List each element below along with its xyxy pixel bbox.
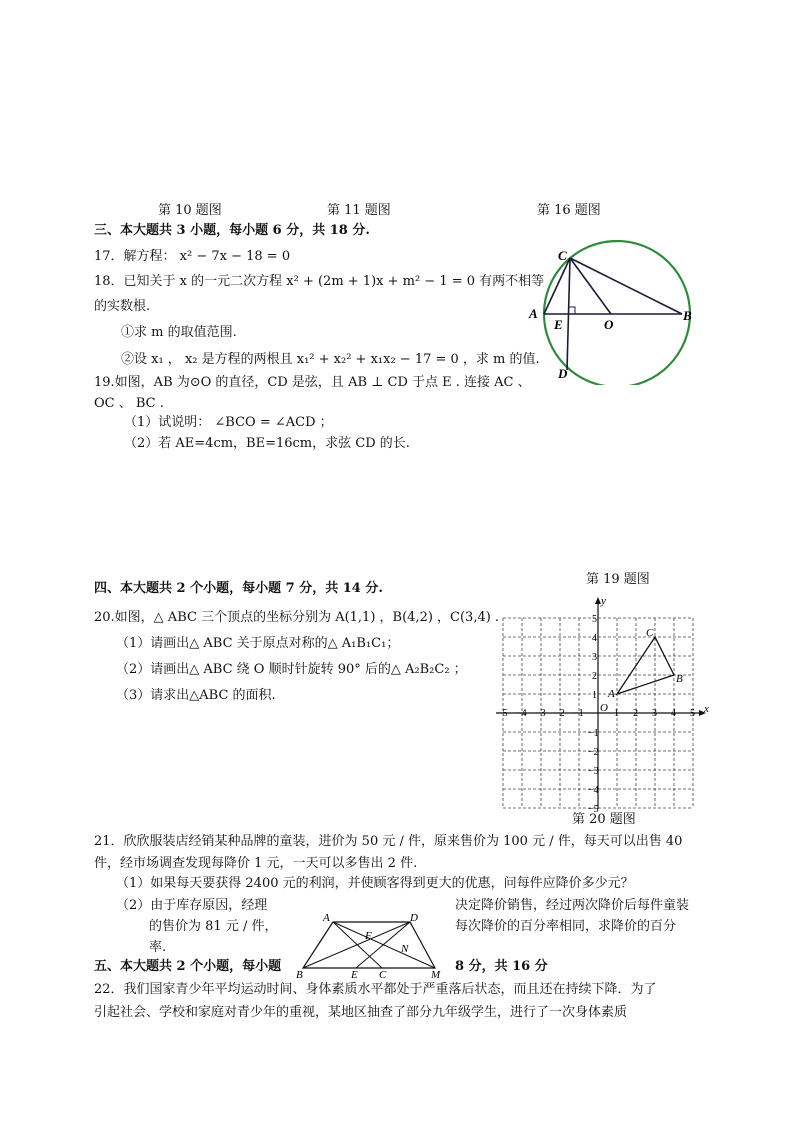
q18-line2: 的实数根. — [94, 299, 151, 314]
q18-line1: 18．已知关于 x 的一元二次方程 x² + (2m + 1)x + m² − 1 = 0 有两不相等 — [94, 274, 545, 289]
coordinate-grid-figure — [492, 593, 714, 815]
point-label-c: C — [646, 627, 654, 639]
q18-part2: ②设 x₁ ， x₂ 是方程的两根且 x₁² + x₂² + x₁x₂ − 17 = 0 ，求 m 的值. — [121, 352, 540, 367]
y-tick-label: −3 — [588, 766, 599, 777]
point-label-a: A — [608, 688, 615, 700]
circle-figure — [525, 240, 710, 385]
x-tick-label: 4 — [671, 708, 676, 719]
section3-heading: 三、本大题共 3 小题，每小题 6 分，共 18 分. — [94, 223, 370, 238]
label-d: D — [558, 366, 568, 381]
q22-line1: 22．我们国家青少年平均运动时间、身体素质水平都处于严重落后状态，而且还在持续下降．为了 — [94, 982, 657, 997]
y-tick-label: −2 — [588, 747, 599, 758]
label-b: B — [296, 969, 303, 980]
y-tick-label: −5 — [588, 804, 599, 815]
x-axis-label: x — [704, 703, 709, 715]
label-c: C — [379, 969, 387, 980]
q21-part2-b: 决定降价销售，经过两次降价后每件童装 — [455, 898, 690, 913]
segment-oc — [570, 258, 611, 314]
x-tick-label: 3 — [652, 708, 657, 719]
q21-line1: 21．欣欣服装店经销某种品牌的童装，进价为 50 元 / 件，原来售价为 100 元 / 件，每天可以出售 40 — [94, 834, 683, 849]
segment-bc — [570, 258, 682, 314]
q21-part2-d: 每次降价的百分率相同，求降价的百分 — [455, 919, 677, 934]
q19-part1: （1）试说明： ∠BCO = ∠ACD ； — [124, 415, 333, 430]
q21-part2-c: 的售价为 81 元 / 件， — [149, 919, 278, 934]
x-tick-label: −2 — [554, 708, 565, 719]
label-a: A — [323, 912, 330, 924]
q21-part2-e: 率. — [149, 940, 167, 955]
q21-line2: 件，经市场调查发现每降价 1 元，一天可以多售出 2 件. — [94, 856, 418, 871]
x-tick-label: 2 — [633, 708, 638, 719]
x-tick-label: −4 — [516, 708, 527, 719]
tick-labels — [497, 614, 695, 815]
q21-part1: （1）如果每天要获得 2400 元的利润，并使顾客得到更大的优惠，问每件应降价多少元？ — [116, 876, 634, 891]
section5-heading-a: 五、本大题共 2 个小题，每小题 — [94, 959, 282, 974]
x-tick-label: 1 — [614, 708, 619, 719]
q20-part1: （1）请画出△ ABC 关于原点对称的△ A₁B₁C₁； — [116, 636, 400, 651]
label-a: A — [529, 306, 538, 321]
section5-heading-b: 8 分，共 16 分 — [455, 959, 548, 974]
point-label-b: B — [676, 673, 683, 685]
label-e: E — [351, 969, 358, 980]
caption-fig10: 第 10 题图 — [158, 203, 222, 218]
q20: 20.如图，△ ABC 三个顶点的坐标分别为 A(1,1) ，B(4,2) ，C(3,4) . — [94, 610, 500, 625]
label-o: O — [604, 317, 614, 332]
right-angle-mark — [569, 307, 575, 314]
x-tick-label: 5 — [690, 708, 695, 719]
triangle-abc-outline — [617, 637, 674, 694]
label-n: N — [401, 943, 409, 955]
y-tick-label: 2 — [592, 671, 597, 682]
parallelogram-abmd — [303, 922, 435, 968]
segment-ac — [544, 258, 570, 314]
caption-fig20: 第 20 题图 — [572, 812, 636, 827]
q20-part3: （3）请求出△ABC 的面积. — [116, 688, 276, 703]
q18-part1: ①求 m 的取值范围. — [121, 325, 237, 340]
q21-part2-a: （2）由于库存原因，经理 — [116, 898, 268, 913]
q19-part2: （2）若 AE=4cm，BE=16cm，求弦 CD 的长. — [124, 436, 410, 451]
caption-fig16: 第 16 题图 — [537, 203, 601, 218]
y-tick-label: 4 — [592, 633, 597, 644]
label-f: F — [365, 930, 372, 942]
q22-line2: 引起社会、学校和家庭对青少年的重视，某地区抽查了部分九年级学生，进行了一次身体素质 — [94, 1005, 628, 1020]
y-tick-label: −4 — [588, 785, 599, 796]
q17: 17．解方程： x² − 7x − 18 = 0 — [94, 249, 291, 264]
q19-line1: 19.如图，AB 为⊙O 的直径，CD 是弦，且 AB ⊥ CD 于点 E . 连接 AC 、 — [94, 375, 531, 390]
y-axis-label: y — [601, 595, 606, 607]
parallelogram-figure — [293, 910, 448, 980]
label-m: M — [431, 969, 441, 980]
label-e: E — [554, 317, 563, 332]
segment-ac — [333, 922, 382, 968]
y-tick-label: −1 — [588, 728, 599, 739]
label-b: B — [683, 308, 692, 323]
section4-heading: 四、本大题共 2 个小题，每小题 7 分，共 14 分. — [94, 581, 383, 596]
x-tick-label: −1 — [573, 708, 584, 719]
label-c: C — [558, 248, 567, 263]
label-d: D — [410, 912, 418, 924]
x-tick-label: −5 — [497, 708, 508, 719]
x-tick-label: −3 — [535, 708, 546, 719]
origin-label: O — [600, 702, 608, 714]
y-tick-label: 3 — [592, 652, 597, 663]
q20-part2: （2）请画出△ ABC 绕 O 顺时针旋转 90° 后的△ A₂B₂C₂ ； — [116, 662, 467, 677]
triangle-abc — [617, 637, 674, 694]
caption-fig11: 第 11 题图 — [327, 203, 391, 218]
y-tick-label: 5 — [592, 614, 597, 625]
y-tick-label: 1 — [592, 690, 597, 701]
segment-db — [303, 922, 410, 968]
q19-line2: OC 、 BC . — [94, 396, 164, 411]
caption-fig19: 第 19 题图 — [586, 572, 650, 587]
segment-am — [333, 922, 435, 968]
